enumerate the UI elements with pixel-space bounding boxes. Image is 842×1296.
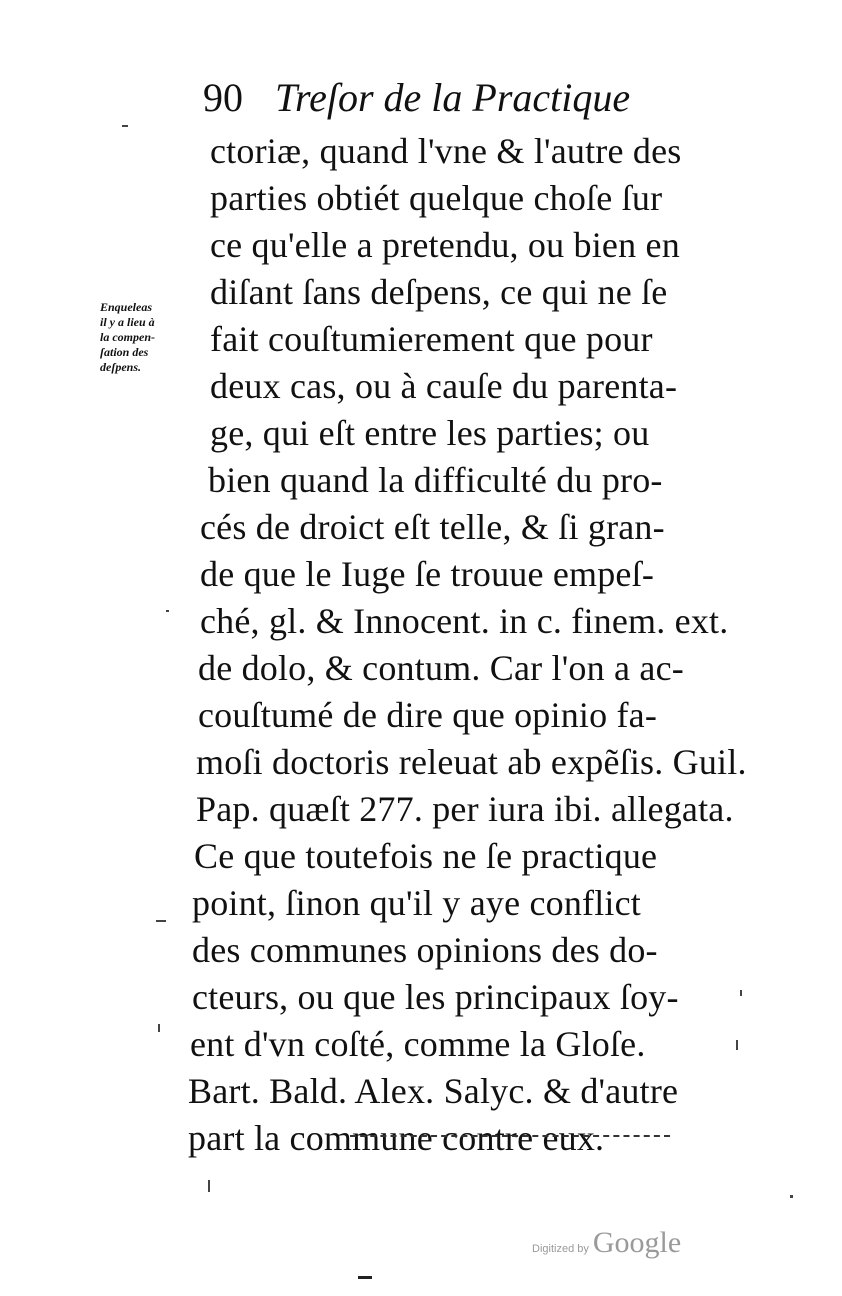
- text-line: Bart. Bald. Alex. Salyc. & d'autre: [188, 1071, 679, 1111]
- scan-speck: [790, 1195, 793, 1198]
- scan-speck: [122, 125, 128, 127]
- margin-note: [100, 300, 200, 375]
- page-header: [203, 70, 663, 126]
- margin-note-line: ſation des: [100, 345, 149, 359]
- watermark-small-text: Digitized by: [532, 1243, 589, 1255]
- text-line: deux cas, ou à cauſe du parenta-: [210, 366, 678, 406]
- text-line: bien quand la difficulté du pro-: [208, 460, 663, 500]
- text-line: couſtumé de dire que opinio fa-: [198, 695, 658, 735]
- text-line: point, ſinon qu'il y aye conflict: [192, 883, 642, 923]
- print-underline-marks: [350, 1135, 670, 1141]
- text-line: ché, gl. & Innocent. in c. finem. ext.: [200, 601, 729, 641]
- margin-note-line: il y a lieu à: [100, 315, 155, 329]
- text-line: moſi doctoris releuat ab expẽſis. Guil.: [196, 742, 747, 782]
- scan-speck: [158, 1024, 160, 1032]
- scan-bottom-mark: [358, 1276, 372, 1279]
- text-line: diſant ſans deſpens, ce qui ne ſe: [210, 272, 668, 312]
- scan-speck: [166, 610, 169, 612]
- scan-speck: [736, 1040, 738, 1050]
- margin-note-line: deſpens.: [100, 360, 141, 374]
- margin-note-line: Enqueleas: [100, 300, 153, 314]
- text-line: de que le Iuge ſe trouue empeſ-: [200, 554, 655, 594]
- text-line: parties obtiét quelque choſe ſur: [210, 178, 663, 218]
- scan-speck: [740, 990, 742, 996]
- text-line: ce qu'elle a pretendu, ou bien en: [210, 225, 680, 265]
- running-title: Treſor de la Practique: [275, 75, 631, 120]
- scan-speck: [156, 920, 166, 922]
- text-line: part la commune contre eux.: [188, 1118, 605, 1158]
- page-number: 90: [203, 75, 243, 120]
- body-text: [188, 128, 748, 1162]
- scan-speck: [208, 1180, 210, 1192]
- text-line: cés de droict eſt telle, & ſi gran-: [200, 507, 665, 547]
- text-line: des communes opinions des do-: [192, 930, 658, 970]
- digitized-watermark: [532, 1226, 732, 1266]
- text-line: fait couſtumierement que pour: [210, 319, 653, 359]
- text-line: ent d'vn coſté, comme la Gloſe.: [190, 1024, 646, 1064]
- text-line: ge, qui eſt entre les parties; ou: [210, 413, 650, 453]
- text-line: Pap. quæſt 277. per iura ibi. allegata.: [196, 789, 734, 829]
- text-line: cteurs, ou que les principaux ſoy-: [192, 977, 679, 1017]
- text-line: de dolo, & contum. Car l'on a ac-: [198, 648, 684, 688]
- margin-note-line: la compen-: [100, 330, 155, 344]
- google-logo-text: Google: [592, 1226, 682, 1259]
- text-line: Ce que toutefois ne ſe practique: [194, 836, 658, 876]
- text-line: ctoriæ, quand l'vne & l'autre des: [210, 131, 682, 171]
